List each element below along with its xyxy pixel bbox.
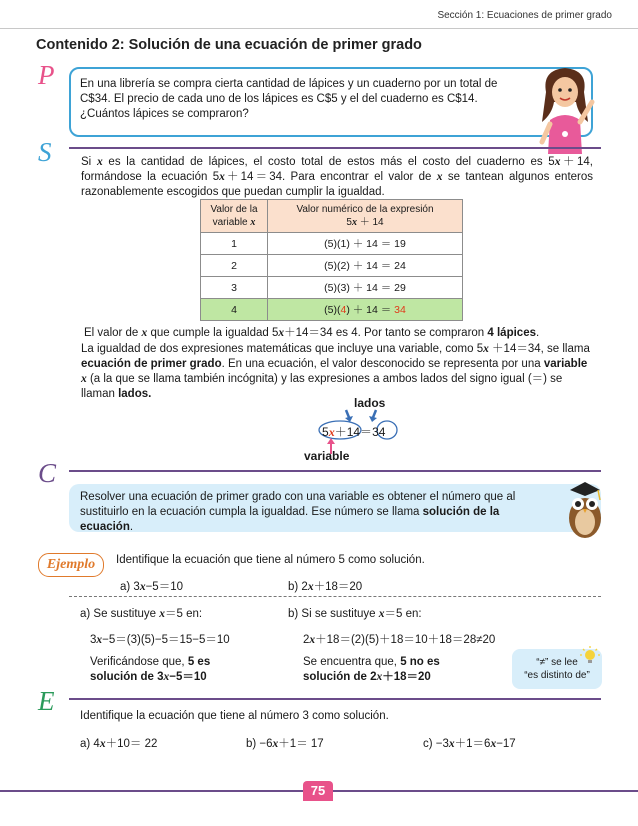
variable-label: variable	[304, 449, 350, 463]
example-divider	[69, 596, 601, 597]
problem-text: En una librería se compra cierta cantidad de lápices y un cuaderno por un total de C$34. El precio de cada uno de los lápices es C$5 y el del cuaderno es C$14. ¿Cuántos lápices se compraron?	[80, 78, 498, 120]
exercise-option-b: b) −6x＋1＝ 17	[246, 738, 324, 750]
definition-text: La igualdad de dos expresiones matemáticas que incluye una variable, como 5x ＋14＝34, se llama ecuación de primer grado. En una ecuación, el valor desconocido se representa por una variable x (a la que se llama también incógnita) y las expresiones a ambos lados del signo igual (＝) se llaman lados.	[81, 343, 590, 400]
section-divider-c	[69, 470, 601, 472]
table-header-variable: Valor de la variable x	[201, 200, 268, 233]
solution-b-head: b) Si se sustituye x＝5 en:	[288, 608, 422, 620]
solution-b-verify: Se encuentra que, 5 no es solución de 2x＋18＝20	[303, 656, 440, 683]
table-row: 3 (5)(3) ＋ 14 ＝ 29	[201, 277, 463, 299]
solution-a-calc: 3x−5＝(3)(5)−5＝15−5＝10	[90, 634, 230, 646]
exercise-option-a: a) 4x＋10＝ 22	[80, 738, 158, 750]
letter-s-icon: S	[38, 137, 52, 167]
example-option-a: a) 3x−5＝10	[120, 581, 183, 593]
girl-illustration-icon	[532, 62, 598, 158]
trial-table	[200, 199, 463, 321]
equation-diagram: 5x＋14＝34	[322, 425, 386, 439]
header-divider	[0, 28, 638, 29]
lightbulb-icon	[580, 646, 600, 668]
table-row: 2 (5)(2) ＋ 14 ＝ 24	[201, 255, 463, 277]
page-title: Contenido 2: Solución de una ecuación de primer grado	[36, 37, 422, 53]
example-option-b: b) 2x＋18＝20	[288, 581, 363, 593]
example-prompt: Identifique la ecuación que tiene al número 5 como solución.	[116, 554, 425, 566]
letter-p-icon: P	[38, 60, 55, 90]
note-symbol: “≠” se lee	[536, 657, 578, 668]
note-text: “es distinto de”	[524, 670, 590, 681]
section-header: Sección 1: Ecuaciones de primer grado	[437, 10, 612, 21]
solution-a-verify: Verificándose que, 5 es solución de 3x−5＝10	[90, 656, 211, 683]
lados-label: lados	[354, 396, 386, 410]
table-header-expression: Valor numérico de la expresión 5x ＋ 14	[268, 200, 463, 233]
letter-e-icon: E	[38, 686, 55, 716]
exercise-option-c: c) −3x＋1＝6x−17	[423, 738, 516, 750]
owl-illustration-icon	[562, 478, 608, 542]
conclusion-text: El valor de x que cumple la igualdad 5x＋14＝34 es 4. Por tanto se compraron 4 lápices.	[84, 327, 540, 339]
page-number: 75	[303, 781, 333, 801]
table-row: 1 (5)(1) ＋ 14 ＝ 19	[201, 233, 463, 255]
section-divider-s	[69, 147, 601, 149]
example-badge: Ejemplo	[38, 553, 104, 577]
concept-text: Resolver una ecuación de primer grado con una variable es obtener el número que al sustituirlo en la ecuación cumpla la igualdad. Ese número se llama solución de la ecuación.	[80, 491, 516, 533]
letter-c-icon: C	[38, 458, 57, 488]
solution-intro: Si x es la cantidad de lápices, el costo total de estos más el costo del cuaderno es 5x＋14, formándose la ecuación 5x＋14＝34. Para encontrar el valor de x se tantean algunos enteros razonablemente escogidos que puedan cumplir la igualdad.	[81, 156, 594, 198]
solution-b-calc: 2x＋18＝(2)(5)＋18＝10＋18＝28≠20	[303, 634, 496, 646]
exercise-prompt: Identifique la ecuación que tiene al número 3 como solución.	[80, 710, 389, 722]
solution-a-head: a) Se sustituye x＝5 en:	[80, 608, 203, 620]
table-row-solution: 4 (5)(4) ＋ 14 ＝ 34	[201, 299, 463, 321]
section-divider-e	[69, 698, 601, 700]
